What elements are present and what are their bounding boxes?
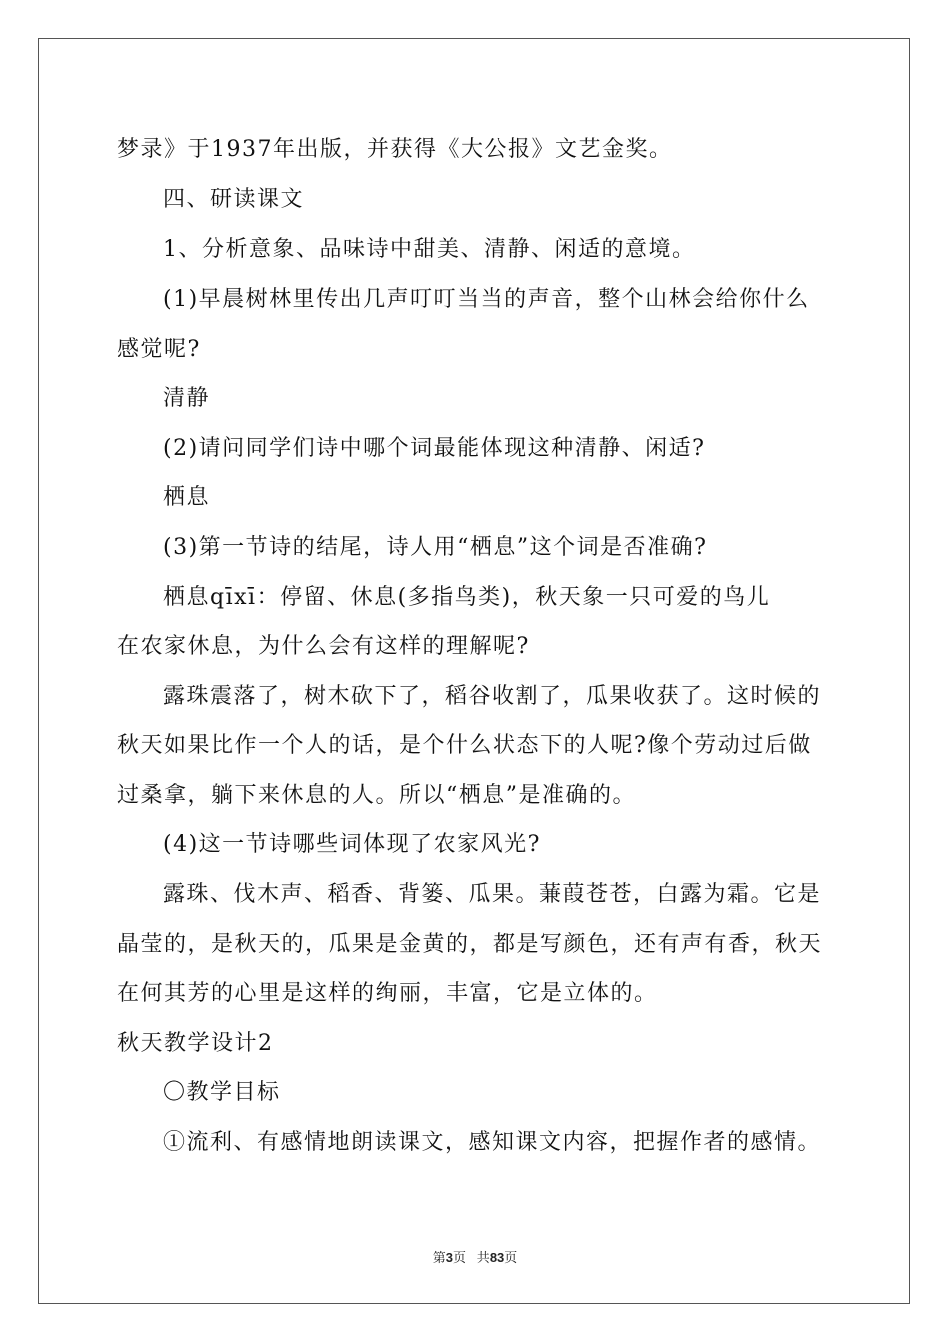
text-line: 露珠、伐木声、稻香、背篓、瓜果。蒹葭苍苍，白露为霜。它是 <box>163 882 822 907</box>
total-pages: 83 <box>489 1250 505 1265</box>
page-footer <box>0 1247 950 1266</box>
answer-line: 栖息 <box>163 485 211 510</box>
page-number: 3 <box>445 1250 453 1265</box>
text-line: ①流利、有感情地朗读课文，感知课文内容，把握作者的感情。 <box>163 1130 822 1155</box>
text-line: 在农家休息，为什么会有这样的理解呢? <box>117 634 530 659</box>
total-suffix: 页 <box>504 1250 518 1265</box>
question-line: (1)早晨树林里传出几声叮叮当当的声音，整个山林会给你什么 <box>163 287 810 312</box>
text-line: 过桑拿，躺下来休息的人。所以“栖息”是准确的。 <box>117 783 636 808</box>
page-suffix: 页 <box>452 1250 466 1265</box>
text-line: 在何其芳的心里是这样的绚丽，丰富，它是立体的。 <box>117 981 658 1006</box>
section-title: 秋天教学设计2 <box>117 1031 274 1056</box>
question-line: (2)请问同学们诗中哪个词最能体现这种清静、闲适? <box>163 436 706 461</box>
text-line: 晶莹的，是秋天的，瓜果是金黄的，都是写颜色，还有声有香，秋天 <box>117 932 823 957</box>
text-line: 感觉呢? <box>117 337 201 362</box>
text-line: 秋天如果比作一个人的话，是个什么状态下的人呢?像个劳动过后做 <box>117 733 812 758</box>
page-border <box>38 38 910 1304</box>
question-line: (3)第一节诗的结尾，诗人用“栖息”这个词是否准确? <box>163 535 708 560</box>
answer-line: 清静 <box>163 386 211 411</box>
text-line: 露珠震落了，树木砍下了，稻谷收割了，瓜果收获了。这时候的 <box>163 684 822 709</box>
section-heading: 四、研读课文 <box>163 187 305 212</box>
total-prefix: 共 <box>476 1250 490 1265</box>
section-heading: 〇教学目标 <box>163 1080 281 1105</box>
text-line: 梦录》于1937年出版，并获得《大公报》文艺金奖。 <box>117 137 673 162</box>
text-line: 1、分析意象、品味诗中甜美、清静、闲适的意境。 <box>163 237 696 262</box>
question-line: (4)这一节诗哪些词体现了农家风光? <box>163 832 541 857</box>
page-prefix: 第 <box>432 1250 446 1265</box>
text-line: 栖息qīxī：停留、休息(多指鸟类)，秋天象一只可爱的鸟儿 <box>163 585 771 610</box>
